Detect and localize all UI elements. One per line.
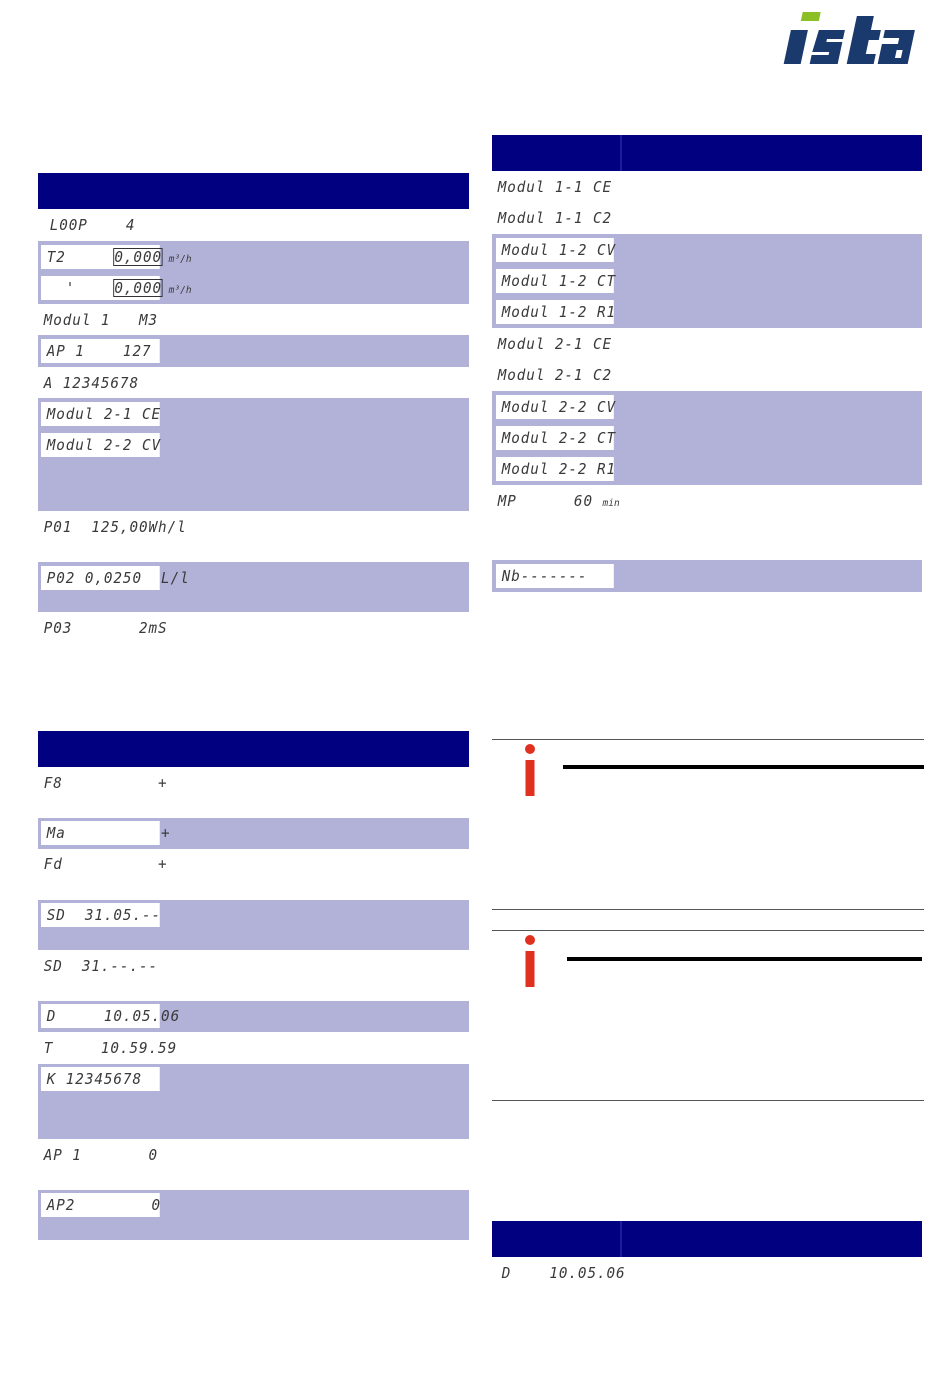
row-group <box>492 234 922 328</box>
lcd-display: D 10.05.06 <box>41 1004 160 1028</box>
lcd-display: P01 125,00Wh/l <box>43 518 187 536</box>
lcd-display: AP 1 0 <box>43 1146 159 1164</box>
lcd-display: Modul 2-1 CE <box>41 402 160 426</box>
divider <box>492 909 924 910</box>
row-group <box>38 398 469 511</box>
lcd-display: Nb------- <box>496 564 614 588</box>
right-table-2 <box>492 1221 922 1291</box>
lcd-display: Modul 2-2 CV <box>41 433 160 457</box>
lcd-display: Fd + <box>43 855 168 873</box>
row-group <box>492 485 922 560</box>
lcd-display: Modul 2-1 C2 <box>497 366 613 384</box>
lcd-display: Ma + <box>41 821 160 845</box>
table-header <box>492 1221 922 1257</box>
info-icon <box>524 935 536 987</box>
row-group <box>38 612 469 652</box>
lcd-display: L00P 4 <box>49 216 136 234</box>
note-rule <box>563 765 924 769</box>
row-group <box>38 1001 469 1032</box>
table-header <box>38 731 469 767</box>
lcd-display: MP 60 min <box>497 492 620 510</box>
row-group <box>38 367 469 398</box>
lcd-display: Modul 1 M3 <box>43 311 159 329</box>
row-group <box>492 391 922 485</box>
lcd-display: AP2 0 <box>41 1193 160 1217</box>
row-group <box>38 950 469 1001</box>
lcd-display: Modul 1-2 CV <box>496 238 614 262</box>
lcd-display: Modul 2-2 CV <box>496 395 614 419</box>
lcd-display: T 10.59.59 <box>43 1039 178 1057</box>
row-group <box>38 562 469 612</box>
ista-logo <box>782 6 928 68</box>
lcd-display: Modul 1-1 C2 <box>497 209 613 227</box>
lcd-display: Modul 2-2 R1 <box>496 457 614 481</box>
row-group <box>492 1257 922 1291</box>
row-group <box>38 209 469 241</box>
table-header <box>38 173 469 209</box>
lcd-display: F8 + <box>43 774 168 792</box>
row-group <box>38 767 469 818</box>
lcd-display: SD 31.--.-- <box>43 957 159 975</box>
lcd-display: Modul 1-2 R1 <box>496 300 614 324</box>
row-group <box>38 511 469 562</box>
row-group <box>38 241 469 304</box>
lcd-display: P02 0,0250 L/l <box>41 566 160 590</box>
row-group <box>492 171 922 234</box>
divider <box>492 930 924 931</box>
row-group <box>492 328 922 391</box>
row-group <box>38 900 469 950</box>
lcd-display: P03 2mS <box>43 619 168 637</box>
left-table-2 <box>38 731 469 1240</box>
divider <box>492 1100 924 1101</box>
lcd-display: K 12345678 <box>41 1067 160 1091</box>
lcd-display: Modul 1-2 CT <box>496 269 614 293</box>
row-group <box>38 849 469 900</box>
lcd-display: Modul 2-1 CE <box>497 335 613 353</box>
divider <box>492 739 924 740</box>
row-group <box>38 1139 469 1190</box>
lcd-display: SD 31.05.-- <box>41 903 160 927</box>
lcd-display: Modul 2-2 CT <box>496 426 614 450</box>
row-group <box>38 335 469 367</box>
right-table-1 <box>492 135 922 592</box>
note-rule <box>567 957 922 961</box>
left-table-1 <box>38 173 469 652</box>
row-group <box>38 304 469 335</box>
row-group <box>38 818 469 849</box>
lcd-display: ' 0,000 m³/h <box>41 276 160 300</box>
row-group <box>492 560 922 592</box>
lcd-display: D 10.05.06 <box>501 1264 626 1282</box>
lcd-display: A 12345678 <box>43 374 139 392</box>
row-group <box>38 1032 469 1064</box>
lcd-display: AP 1 127 <box>41 339 160 363</box>
info-icon <box>524 744 536 796</box>
row-group <box>38 1190 469 1240</box>
lcd-display: Modul 1-1 CE <box>497 178 613 196</box>
row-group <box>38 1064 469 1139</box>
table-header <box>492 135 922 171</box>
lcd-display: T2 0,000 m³/h <box>41 245 160 269</box>
